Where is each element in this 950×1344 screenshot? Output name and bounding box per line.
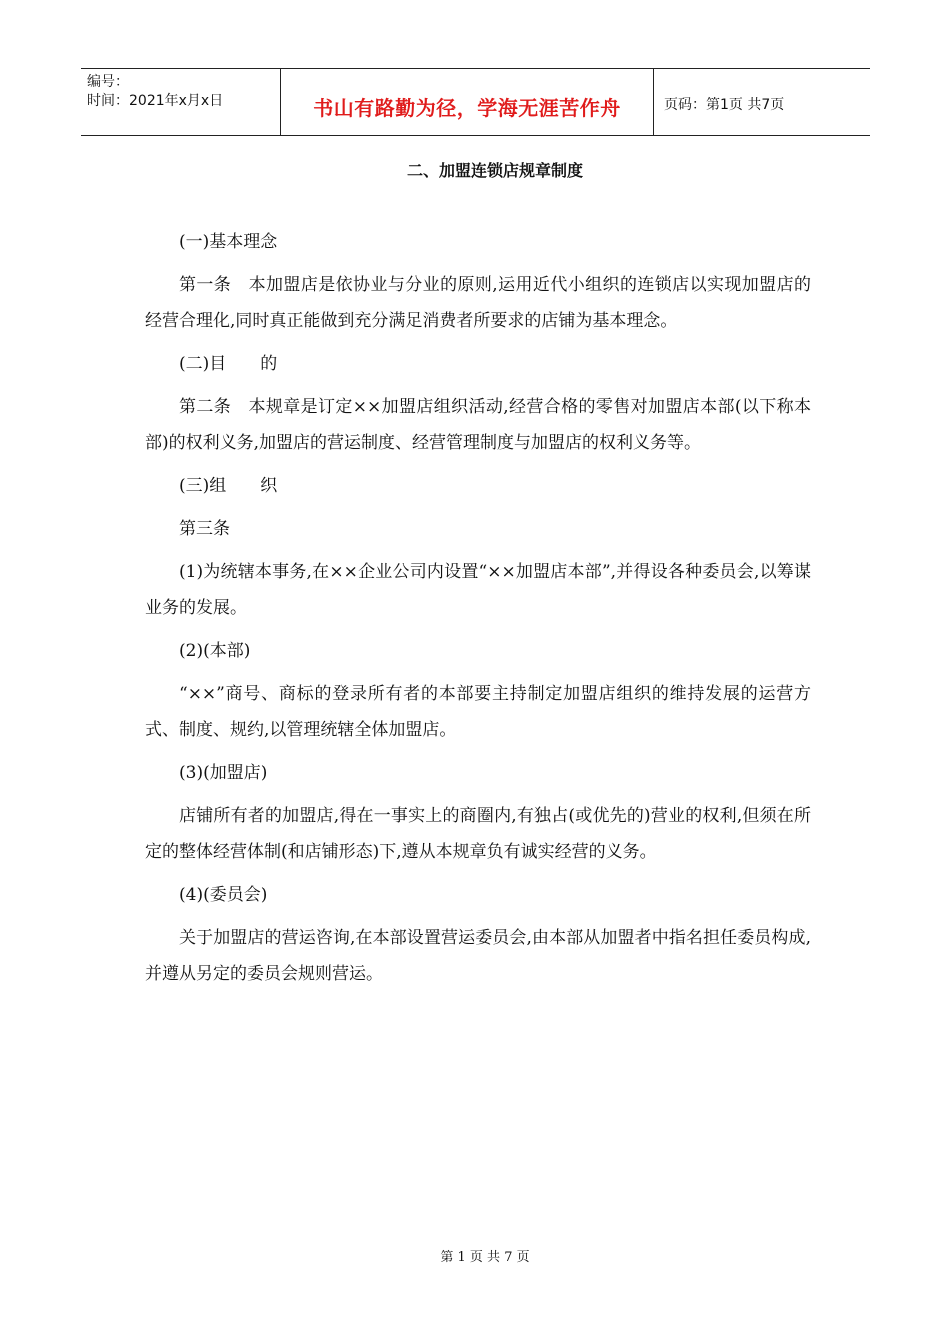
paragraph: (2)(本部) <box>179 641 251 661</box>
paragraph: 关于加盟店的营运咨询,在本部设置营运委员会,由本部从加盟者中指名担任委员构成,并遵从另定的委员会规则营运。 <box>145 928 811 984</box>
header-motto: 书山有路勤为径，学海无涯苦作舟 <box>281 69 654 135</box>
page-footer: 第 1 页 共 7 页 <box>440 1250 530 1265</box>
number-label: 编号： <box>87 74 129 90</box>
paragraph: (二)目 的 <box>179 354 278 374</box>
document-body <box>145 224 811 999</box>
paragraph: 第一条 本加盟店是依协业与分业的原则,运用近代小组织的连锁店以实现加盟店的经营合理化,同时真正能做到充分满足消费者所要求的店铺为基本理念。 <box>145 275 811 331</box>
paragraph: “××”商号、商标的登录所有者的本部要主持制定加盟店组织的维持发展的运营方式、制度、规约,以管理统辖全体加盟店。 <box>145 684 811 740</box>
paragraph: 第二条 本规章是订定××加盟店组织活动,经营合格的零售对加盟店本部(以下称本部)的权利义务,加盟店的营运制度、经营管理制度与加盟店的权利义务等。 <box>145 397 811 453</box>
paragraph: (1)为统辖本事务,在××企业公司内设置“××加盟店本部”,并得设各种委员会,以筹谋业务的发展。 <box>145 562 811 618</box>
header-meta <box>81 69 281 135</box>
paragraph: 第三条 <box>179 519 230 539</box>
paragraph: (一)基本理念 <box>179 232 278 252</box>
document-title: 二、加盟连锁店规章制度 <box>406 161 583 180</box>
time-label: 时间：2021年x月x日 <box>87 93 224 109</box>
paragraph: (3)(加盟店) <box>179 763 268 783</box>
paragraph: 店铺所有者的加盟店,得在一事实上的商圈内,有独占(或优先的)营业的权利,但须在所定的整体经营体制(和店铺形态)下,遵从本规章负有诚实经营的义务。 <box>145 806 811 862</box>
paragraph: (4)(委员会) <box>179 885 268 905</box>
paragraph: (三)组 织 <box>179 476 278 496</box>
header-table <box>81 68 870 136</box>
header-page-info: 页码：第1页 共7页 <box>664 97 785 113</box>
